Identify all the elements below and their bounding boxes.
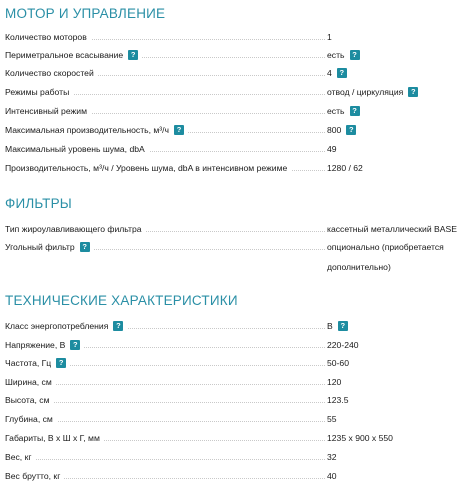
spec-value: 800 <box>327 125 342 135</box>
spec-value: 55 <box>327 414 337 424</box>
spec-label: Тип жироулавливающего фильтра <box>5 221 146 237</box>
spec-label: Напряжение, В <box>5 340 66 350</box>
dotted-leader <box>5 459 325 460</box>
spec-value: B <box>327 321 333 331</box>
spec-row-intensive-mode <box>5 103 453 119</box>
spec-value-line: дополнительно) <box>327 262 391 272</box>
spec-row-motor-count <box>5 29 453 45</box>
spec-label-wrap <box>5 355 70 371</box>
spec-label: Габариты, В х Ш х Г, мм <box>5 430 104 446</box>
spec-value: 123.5 <box>327 395 349 405</box>
spec-label: Количество моторов <box>5 29 91 45</box>
help-icon[interactable]: ? <box>408 87 418 97</box>
help-icon[interactable]: ? <box>113 321 123 331</box>
spec-value: 40 <box>327 471 337 481</box>
spec-row-intensive-performance <box>5 160 453 176</box>
spec-label: Класс энергопотребления <box>5 321 109 331</box>
section-title-filters: ФИЛЬТРЫ <box>5 196 72 211</box>
spec-value: кассетный металлический BASE <box>327 224 457 234</box>
spec-value: есть <box>327 106 345 116</box>
spec-row-weight <box>5 449 453 465</box>
section-title-tech: ТЕХНИЧЕСКИЕ ХАРАКТЕРИСТИКИ <box>5 293 238 308</box>
spec-row-perimeter-suction <box>5 47 453 63</box>
spec-value-wrap <box>327 122 356 138</box>
help-icon[interactable]: ? <box>337 68 347 78</box>
spec-value: 49 <box>327 144 337 154</box>
help-icon[interactable]: ? <box>128 50 138 60</box>
spec-label: Частота, Гц <box>5 358 52 368</box>
spec-value-line: опционально (приобретается <box>327 242 444 252</box>
spec-value: есть <box>327 50 345 60</box>
spec-label-wrap <box>5 337 84 353</box>
help-icon[interactable]: ? <box>174 125 184 135</box>
help-icon[interactable]: ? <box>70 340 80 350</box>
spec-row-max-capacity <box>5 122 453 138</box>
spec-label: Производительность, м³/ч / Уровень шума, dbA в интенсивном режиме <box>5 160 291 176</box>
spec-row-carbon-filter <box>5 239 453 279</box>
spec-row-frequency <box>5 355 453 371</box>
spec-label-wrap <box>5 122 188 138</box>
help-icon[interactable]: ? <box>56 358 66 368</box>
spec-value: 1 <box>327 32 332 42</box>
spec-label: Вес, кг <box>5 449 35 465</box>
help-icon[interactable]: ? <box>350 50 360 60</box>
spec-row-voltage <box>5 337 453 353</box>
spec-label: Ширина, см <box>5 374 56 390</box>
spec-row-dimensions <box>5 430 453 446</box>
spec-label-wrap <box>5 239 94 255</box>
spec-label: Количество скоростей <box>5 65 98 81</box>
spec-row-height <box>5 392 453 408</box>
spec-value-multiline <box>327 237 444 277</box>
spec-label: Интенсивный режим <box>5 103 91 119</box>
spec-label-wrap <box>5 47 142 63</box>
section-title-motor: МОТОР И УПРАВЛЕНИЕ <box>5 6 166 21</box>
spec-row-width <box>5 374 453 390</box>
spec-value-wrap <box>327 47 360 63</box>
spec-row-speed-count <box>5 65 453 81</box>
help-icon[interactable]: ? <box>346 125 356 135</box>
spec-value: 1280 / 62 <box>327 163 363 173</box>
spec-value: 4 <box>327 68 332 78</box>
help-icon[interactable]: ? <box>80 242 90 252</box>
spec-row-operating-modes <box>5 84 453 100</box>
spec-value: отвод / циркуляция <box>327 87 404 97</box>
spec-label: Максимальная производительность, м³/ч <box>5 125 170 135</box>
spec-value-wrap <box>327 65 347 81</box>
spec-label: Периметральное всасывание <box>5 50 124 60</box>
spec-value: 32 <box>327 452 337 462</box>
spec-value: 220-240 <box>327 340 359 350</box>
spec-label: Высота, см <box>5 392 54 408</box>
spec-value: 50-60 <box>327 358 349 368</box>
spec-label-wrap <box>5 318 127 334</box>
spec-label: Режимы работы <box>5 84 73 100</box>
help-icon[interactable]: ? <box>350 106 360 116</box>
spec-row-energy-class <box>5 318 453 334</box>
spec-label: Вес брутто, кг <box>5 468 64 484</box>
spec-value: 120 <box>327 377 342 387</box>
help-icon[interactable]: ? <box>338 321 348 331</box>
spec-row-gross-weight <box>5 468 453 484</box>
spec-row-grease-filter <box>5 221 457 237</box>
spec-value-wrap <box>327 318 348 334</box>
spec-value-wrap <box>327 84 418 100</box>
spec-value-wrap <box>327 103 360 119</box>
spec-row-depth <box>5 411 453 427</box>
spec-value: 1235 х 900 х 550 <box>327 433 393 443</box>
spec-label: Максимальный уровень шума, dbA <box>5 141 149 157</box>
spec-label: Угольный фильтр <box>5 242 75 252</box>
spec-row-max-noise <box>5 141 453 157</box>
spec-label: Глубина, см <box>5 411 57 427</box>
